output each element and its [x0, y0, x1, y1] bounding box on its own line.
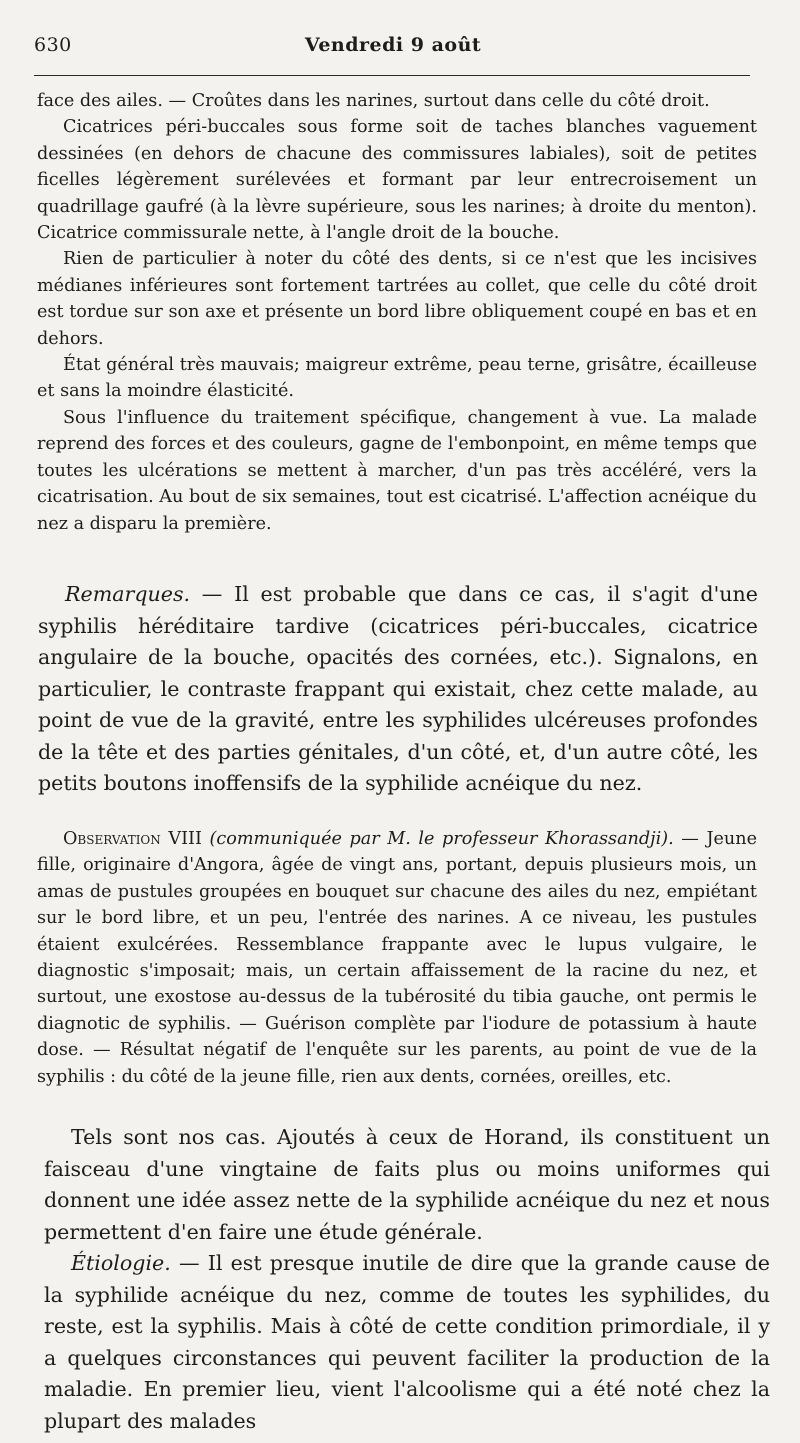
etiologie-paragraph — [44, 1248, 770, 1437]
case-paragraph-1: face des ailes. — Croûtes dans les narines, surtout dans celle du côté droit. — [37, 91, 710, 111]
etiologie-label: Étiologie. — [71, 1251, 171, 1275]
conclusion-paragraph: Tels sont nos cas. Ajoutés à ceux de Horand, ils constituent un faisceau d'une vingtaine de faits plus ou moins uniformes qui donnent une idée assez nette de la syphilide acnéique du nez et nous permettent d'en faire une étude générale. — [44, 1125, 770, 1244]
observation-section — [37, 826, 757, 1090]
running-title: Vendredi 9 août — [304, 34, 482, 56]
case-end-section — [37, 88, 757, 537]
case-paragraph-2: Cicatrices péri-buccales sous forme soit de taches blanches vaguement dessinées (en dehors de chacune des commissures labiales), soit de petites ficelles légèrement surélevées et formant par leur entrecroisement un quadrillage gaufré (à la lèvre supérieure, sous les narines; à droite du menton). Cicatrice commissurale nette, à l'angle droit de la bouche. — [37, 117, 757, 244]
page-number: 630 — [34, 34, 72, 56]
header-rule — [34, 75, 750, 76]
case-paragraph-5: Sous l'influence du traitement spécifique, changement à vue. La malade reprend des forces et des couleurs, gagne de l'embonpoint, en même temps que toutes les ulcérations se mettent à marcher, d'un pas très accéléré, vers la cicatrisation. Au bout de six semaines, tout est cicatrisé. L'affection acnéique du nez a disparu la première. — [37, 407, 757, 534]
remarques-label: Remarques. — [65, 582, 191, 606]
observation-label: Observation VIII — [63, 829, 202, 849]
remarques-section — [38, 579, 758, 800]
observation-attribution: (communiquée par M. le professeur Khorassandji). — [209, 829, 674, 849]
remarques-text: — Il est probable que dans ce cas, il s'agit d'une syphilis héréditaire tardive (cicatrices péri-buccales, cicatrice angulaire de la bouche, opacités des cornées, etc.). Signalons, en particulier, le contraste frappant qui existait, chez cette malade, au point de vue de la gravité, entre les syphilides ulcéreuses profondes de la tête et des parties génitales, d'un côté, et, d'un autre côté, les petits boutons inoffensifs de la syphilide acnéique du nez. — [38, 582, 758, 795]
conclusion-section — [44, 1122, 770, 1437]
remarques-paragraph — [38, 579, 758, 800]
etiologie-text: — Il est presque inutile de dire que la grande cause de la syphilide acnéique du nez, comme de toutes les syphilides, du reste, est la syphilis. Mais à côté de cette condition primordiale, il y a quelques circonstances qui peuvent faciliter la production de la maladie. En premier lieu, vient l'alcoolisme qui a été noté chez la plupart des malades — [44, 1251, 770, 1433]
page-header — [34, 34, 752, 64]
case-paragraph-3: Rien de particulier à noter du côté des dents, si ce n'est que les incisives médianes inférieures sont fortement tartrées au collet, que celle du côté droit est tordue sur son axe et présente un bord libre obliquement coupé en bas et en dehors. — [37, 249, 757, 349]
observation-paragraph — [37, 826, 757, 1090]
case-paragraph-4: État général très mauvais; maigreur extrême, peau terne, grisâtre, écailleuse et sans la moindre élasticité. — [37, 355, 757, 402]
observation-text: — Jeune fille, originaire d'Angora, âgée de vingt ans, portant, depuis plusieurs mois, un amas de pustules groupées en bouquet sur chacune des ailes du nez, empiétant sur le bord libre, et un peu, l'entrée des narines. A ce niveau, les pustules étaient exulcérées. Ressemblance frappante avec le lupus vulgaire, le diagnostic s'imposait; mais, un certain affaissement de la racine du nez, et surtout, une exostose au-dessus de la tubérosité du tibia gauche, ont permis le diagnotic de syphilis. — Guérison complète par l'iodure de potassium à haute dose. — Résultat négatif de l'enquête sur les parents, au point de vue de la syphilis : du côté de la jeune fille, rien aux dents, cornées, oreilles, etc. — [37, 829, 758, 1087]
